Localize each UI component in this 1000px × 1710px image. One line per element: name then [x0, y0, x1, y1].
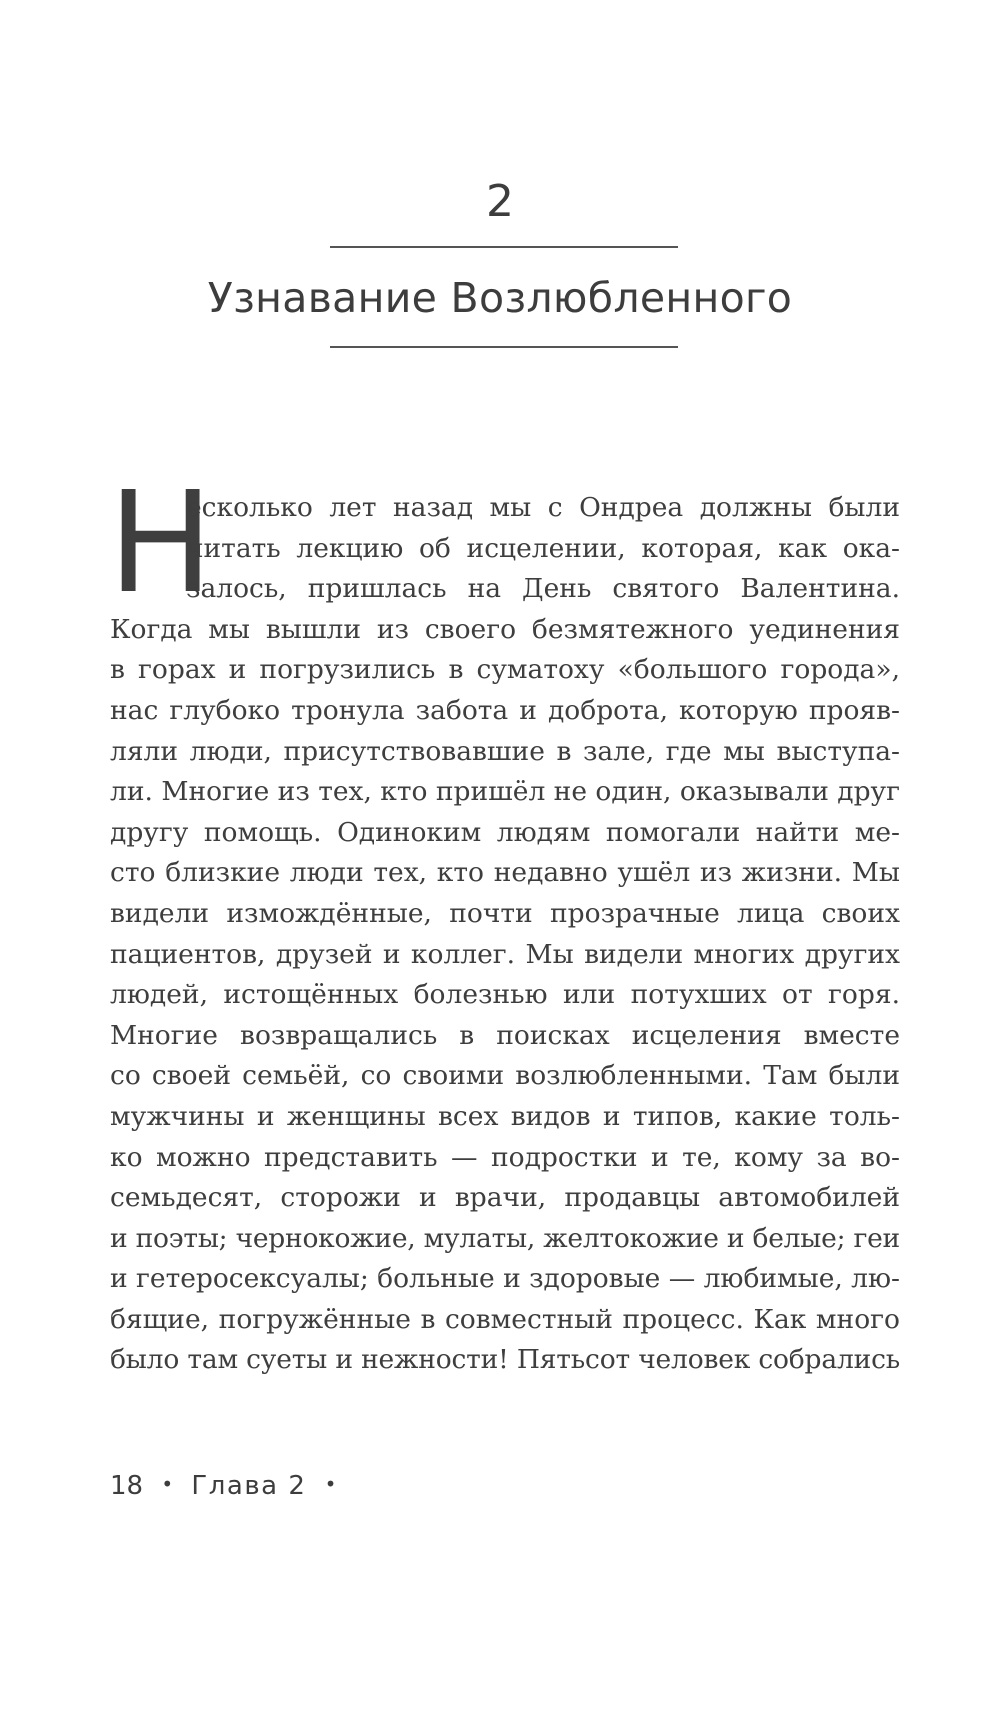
page-number: 18	[110, 1471, 144, 1501]
text-line: Многие возвращались в поисках исцеления вместе	[110, 1019, 900, 1051]
text-line: мужчины и женщины всех видов и типов, какие толь-	[110, 1100, 900, 1132]
chapter-number: 2	[486, 176, 514, 227]
chapter-title: Узнавание Возлюбленного	[207, 274, 793, 322]
body-paragraph	[110, 488, 900, 1381]
text-line: со своей семьёй, со своими возлюбленными. Там были	[110, 1060, 900, 1092]
text-line: залось, пришлась на День святого Валентина.	[186, 573, 900, 605]
separator-bullet: •	[324, 1472, 337, 1496]
text-line: и гетеросексуалы; больные и здоровые — любимые, лю-	[110, 1263, 900, 1295]
title-rule-bottom	[330, 346, 678, 348]
text-line: ли. Многие из тех, кто пришёл не один, оказывали друг	[110, 776, 900, 808]
text-line: и поэты; чернокожие, мулаты, желтокожие и белые; геи	[110, 1222, 900, 1254]
page-footer	[110, 1466, 346, 1504]
text-line: сто близкие люди тех, кто недавно ушёл из жизни. Мы	[110, 857, 900, 889]
text-line: людей, истощённых болезнью или потухших от горя.	[110, 979, 900, 1011]
text-line: Когда мы вышли из своего безмятежного уединения	[110, 613, 900, 645]
text-line: есколько лет назад мы с Ондреа должны были	[186, 492, 900, 523]
drop-cap-letter: Н	[108, 462, 214, 625]
text-line: читать лекцию об исцелении, которая, как ока-	[186, 532, 900, 564]
title-rule-top	[330, 246, 678, 248]
text-line: семьдесят, сторожи и врачи, продавцы автомобилей	[110, 1182, 900, 1214]
text-line: в горах и погрузились в суматоху «большого города»,	[110, 654, 900, 686]
text-line: ляли люди, присутствовавшие в зале, где мы выступа-	[110, 735, 900, 767]
text-line: было там суеты и нежности! Пятьсот человек собрались	[110, 1344, 900, 1376]
text-line: нас глубоко тронула забота и доброта, которую прояв-	[110, 694, 900, 726]
text-line: бящие, погружённые в совместный процесс. Как много	[110, 1303, 900, 1335]
text-line: пациентов, друзей и коллег. Мы видели многих других	[110, 938, 900, 970]
text-line: другу помощь. Одиноким людям помогали найти ме-	[110, 816, 900, 848]
text-line: ко можно представить — подростки и те, кому за во-	[110, 1141, 900, 1173]
running-chapter-label: Глава 2	[191, 1471, 307, 1501]
text-line: видели измождённые, почти прозрачные лица своих	[110, 897, 900, 929]
separator-bullet: •	[161, 1472, 174, 1496]
